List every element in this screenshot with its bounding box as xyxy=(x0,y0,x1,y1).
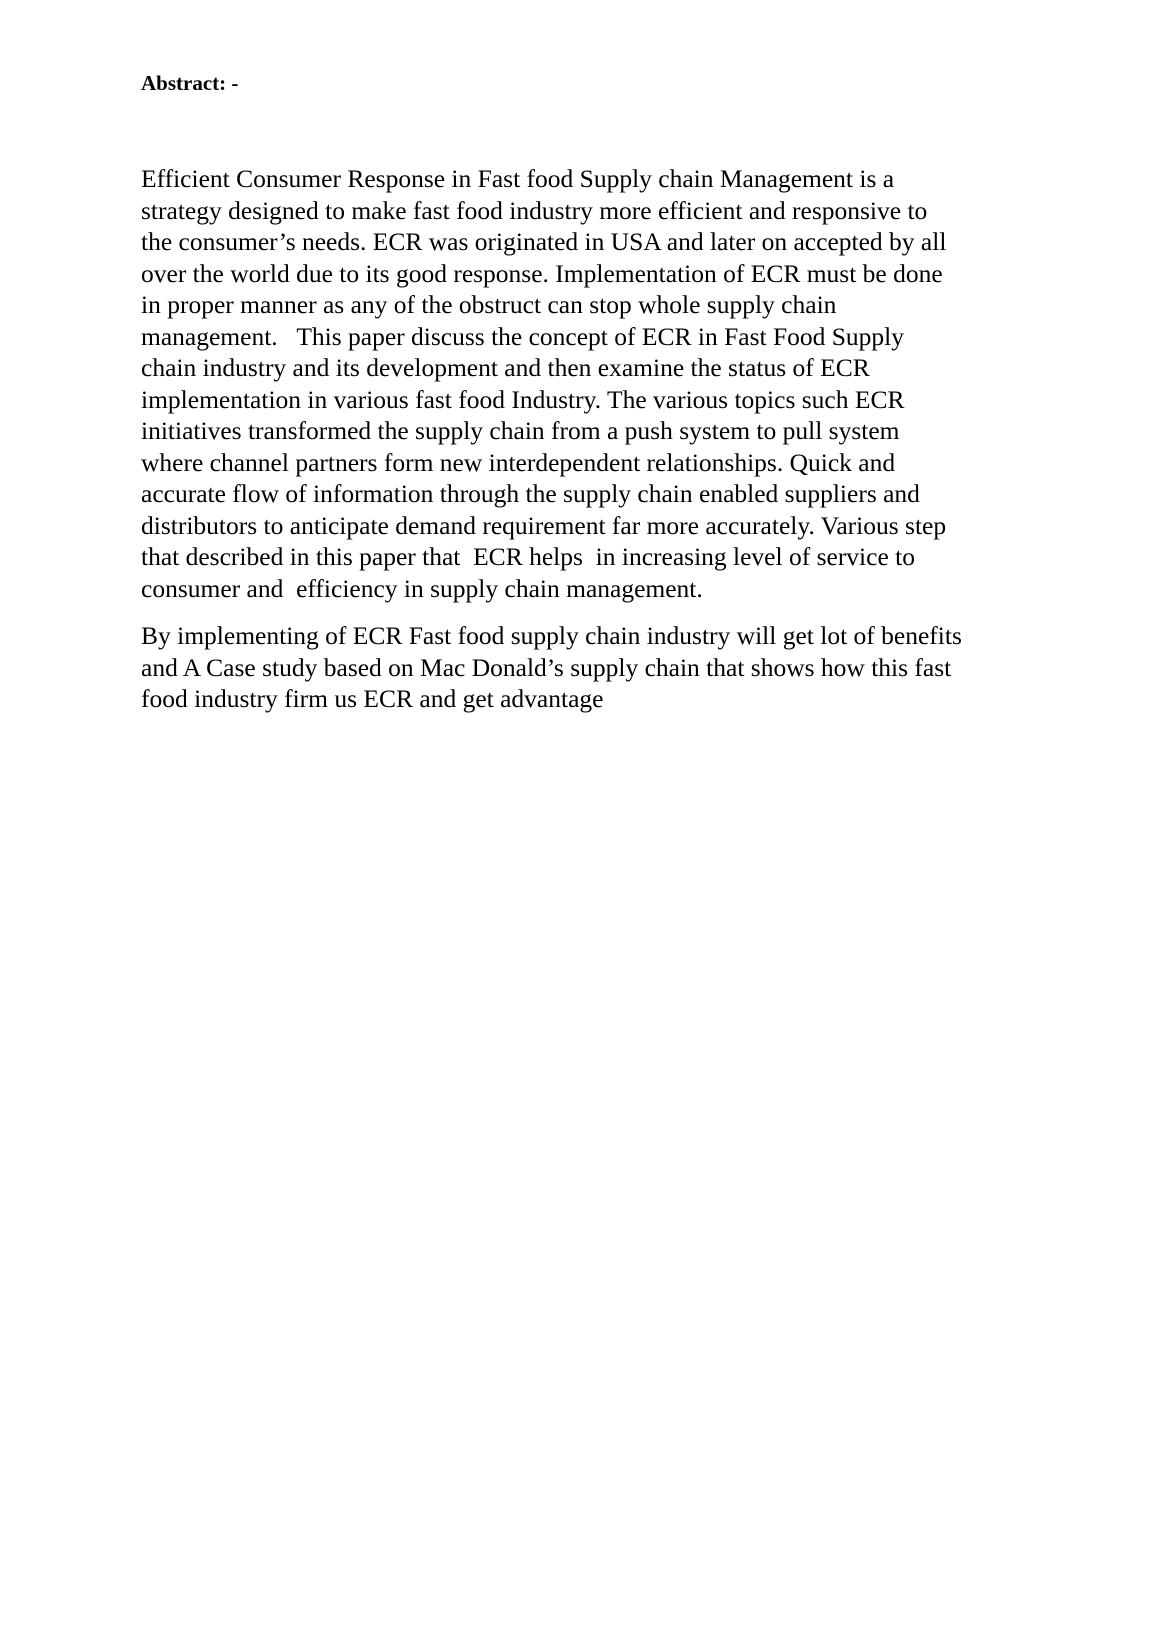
text-line: initiatives transformed the supply chain from a push system to pull system xyxy=(141,416,900,445)
text-line: strategy designed to make fast food industry more efficient and responsive to xyxy=(141,195,928,225)
text-line: consumer and efficiency in supply chain management. xyxy=(141,573,703,603)
text-line: By implementing of ECR Fast food supply chain industry will get lot of benefits xyxy=(141,621,962,650)
text-line: over the world due to its good response. Implementation of ECR must be done xyxy=(141,258,943,288)
text-line: food industry firm us ECR and get advantage xyxy=(141,684,604,713)
text-line: Efficient Consumer Response in Fast food Supply chain Management is a xyxy=(141,164,895,193)
text-line: where channel partners form new interdependent relationships. Quick and xyxy=(141,447,896,477)
abstract-heading: Abstract: - xyxy=(141,71,239,95)
abstract-paragraph-2 xyxy=(141,620,1041,715)
text-line: distributors to anticipate demand requirement far more accurately. Various step xyxy=(141,510,947,540)
text-line: in proper manner as any of the obstruct can stop whole supply chain xyxy=(141,290,837,319)
abstract-body xyxy=(141,163,1041,731)
text-line: accurate flow of information through the supply chain enabled suppliers and xyxy=(141,479,920,508)
text-line: management. This paper discuss the concept of ECR in Fast Food Supply xyxy=(141,321,905,351)
text-line: and A Case study based on Mac Donald’s supply chain that shows how this fast xyxy=(141,652,952,682)
text-line: implementation in various fast food Industry. The various topics such ECR xyxy=(141,384,905,414)
text-line: chain industry and its development and then examine the status of ECR xyxy=(141,353,870,382)
abstract-paragraph-1 xyxy=(141,163,1041,604)
text-line: the consumer’s needs. ECR was originated in USA and later on accepted by all xyxy=(141,227,947,256)
text-line: that described in this paper that ECR helps in increasing level of service to xyxy=(141,542,915,571)
